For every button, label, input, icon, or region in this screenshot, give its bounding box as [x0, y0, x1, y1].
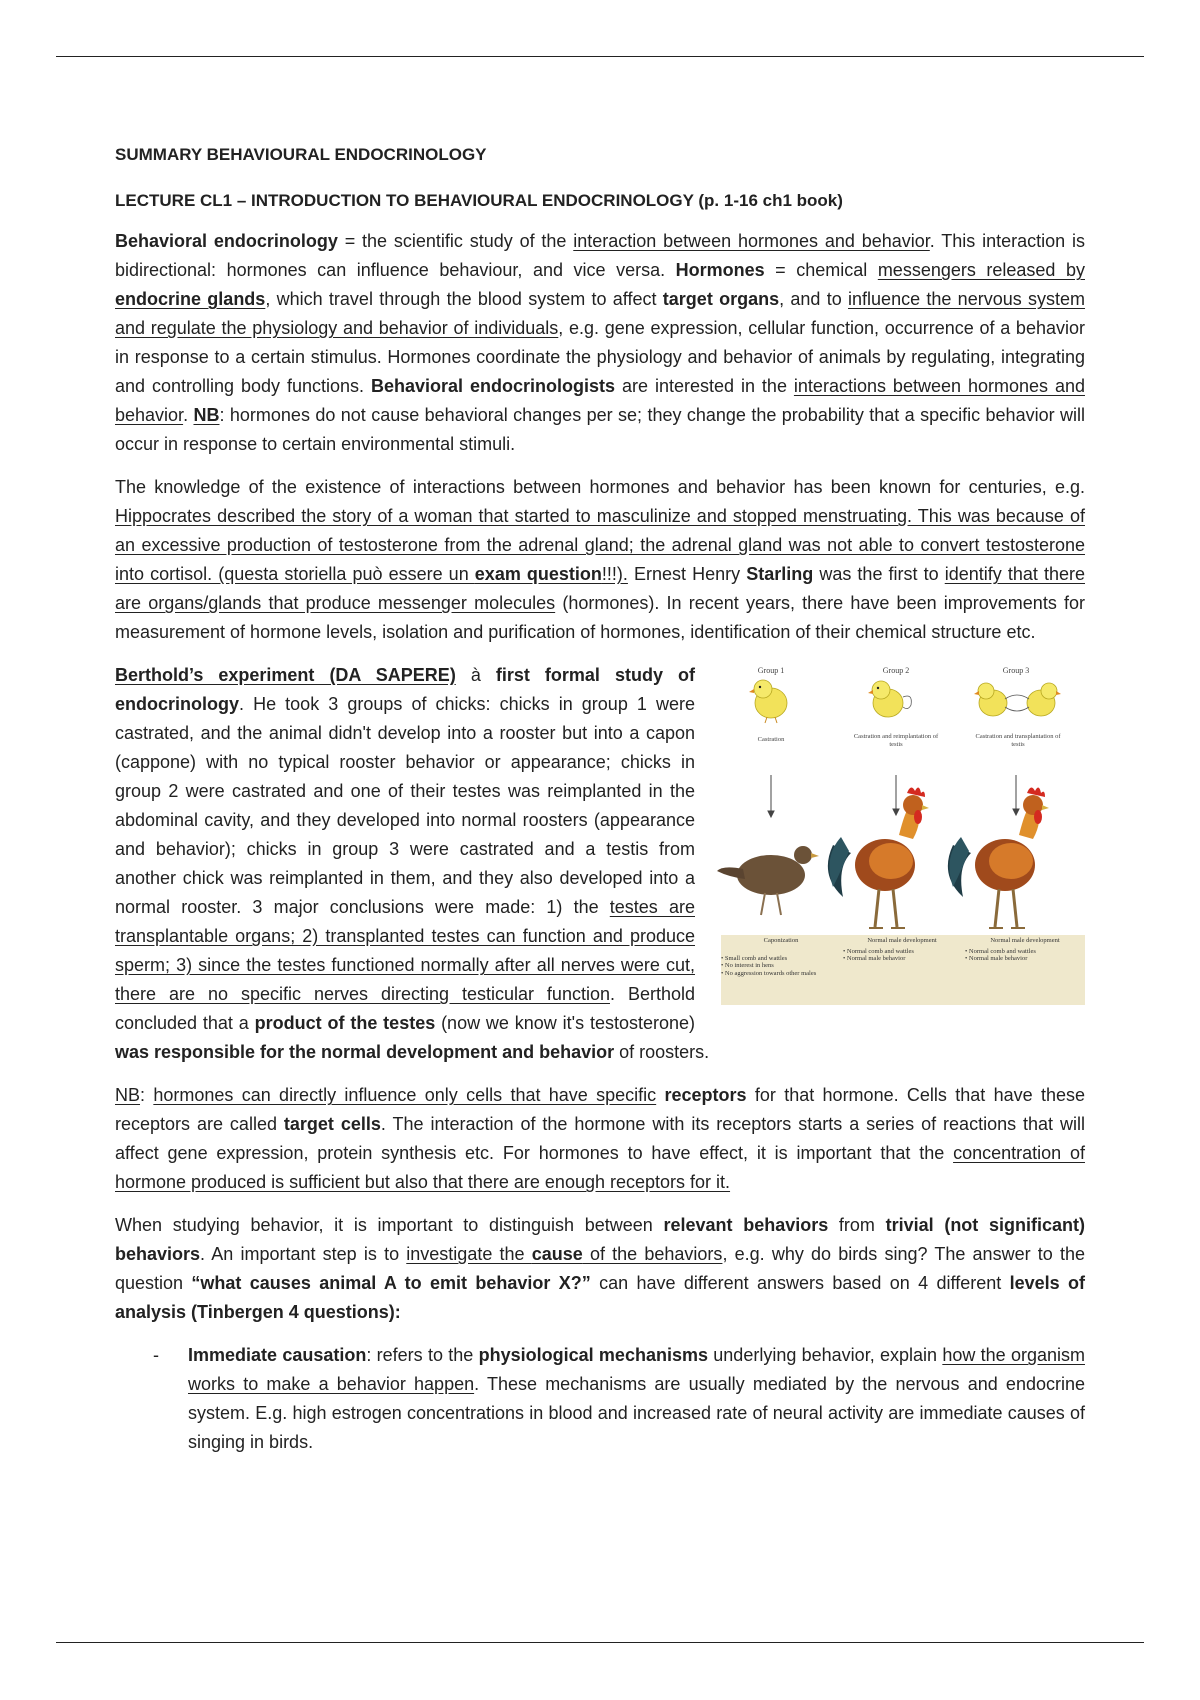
term-question: “what causes animal A to emit behavior X?” [191, 1273, 591, 1293]
underlined-span: testes are transplantable organs; 2) transplanted testes can function and produce sperm; 3) since the testes functioned normally after all nerves were cut, there are no specific nerves directing testicular function [115, 897, 695, 1004]
rooster-icon [828, 787, 929, 928]
term-first-formal-study: first formal study of endocrinology [115, 665, 695, 714]
underlined-span: how the organism works to make a behavior happen [188, 1345, 1085, 1394]
outcome-note: • Normal male behavior [965, 955, 1028, 962]
term-relevant-behaviors: relevant behaviors [663, 1215, 829, 1235]
document-page [115, 140, 1085, 1457]
term-exam-question: exam question [474, 564, 602, 584]
term-responsible-development: was responsible for the normal development and behavior [115, 1042, 615, 1062]
text-span: : [140, 1085, 154, 1105]
paragraph-levels [115, 1211, 1085, 1327]
underlined-span: identify that there are organs/glands that produce messenger molecules [115, 564, 1085, 613]
text-span: messengers released by [877, 260, 1085, 280]
term-target-cells: target cells [283, 1114, 381, 1134]
capon-icon [717, 846, 819, 915]
term-immediate-causation: Immediate causation [188, 1345, 367, 1365]
text-span: , which travel through the blood system to affect [265, 289, 663, 309]
nb-label: NB [193, 405, 220, 425]
outcome-note: • No interest in hens [721, 962, 774, 969]
underlined-span: hormones can directly influence only cells that have specific [153, 1085, 657, 1105]
text-span: . Berthold concluded that a [115, 984, 695, 1033]
outcome-label: Normal male development [867, 937, 937, 944]
text-span: (now we know it's testosterone) [435, 1013, 696, 1033]
text-span: . [183, 405, 194, 425]
text-span: of roosters. [614, 1042, 710, 1062]
text-span: !!!). [601, 564, 628, 584]
term-cause: cause [531, 1244, 583, 1264]
text-span: . An important step is to [200, 1244, 407, 1264]
procedure-label: Castration [757, 736, 785, 743]
outcome-note: • Normal comb and wattles [843, 947, 914, 955]
paragraph-history [115, 473, 1085, 647]
text-span: = the scientific study of the [337, 231, 574, 251]
chick-icon [974, 683, 1061, 716]
text-span: are interested in the [615, 376, 794, 396]
text-span: . This interaction is bidirectional: hormones can influence behaviour, and vice versa. [115, 231, 1085, 280]
text-span: . These mechanisms are usually mediated by the nervous and endocrine system. E.g. high estrogen concentrations in blood and increased rate of neural activity are immediate causes of singing in birds. [188, 1374, 1085, 1452]
outcome-label: Normal male development [990, 937, 1060, 944]
term-target-organs: target organs [662, 289, 780, 309]
text-span: from [828, 1215, 886, 1235]
text-span: : refers to the [366, 1345, 479, 1365]
group-label: Group 3 [1002, 666, 1030, 675]
text-span: Ernest Henry [627, 564, 747, 584]
term-endocrine-glands: endocrine glands [115, 289, 266, 309]
term-starling: Starling [746, 564, 814, 584]
text-span: for that hormone. Cells that have these receptors are called [115, 1085, 1085, 1134]
outcome-label: Caponization [763, 937, 799, 944]
text-span: The knowledge of the existence of interactions between hormones and behavior has been known for centuries, e.g. [115, 477, 1085, 497]
outcome-note: • Small comb and wattles [721, 954, 788, 962]
term-levels-of-analysis: levels of analysis (Tinbergen 4 questions): [115, 1273, 1085, 1322]
text-span: . The interaction of the hormone with its receptors starts a series of reactions that will affect gene expression, protein synthesis etc. For hormones to have effect, it is important that the [115, 1114, 1085, 1163]
outcome-note: • No aggression towards other males [721, 969, 817, 977]
list-item [188, 1341, 1085, 1457]
paragraph-definition [115, 227, 1085, 459]
underlined-span: concentration of hormone produced is sufficient but also that there are enough receptors for it. [115, 1143, 1085, 1192]
text-span: , e.g. why do birds sing? The answer to the question [115, 1244, 1085, 1293]
term-behavioral-endocrinologists: Behavioral endocrinologists [371, 376, 616, 396]
levels-list [115, 1341, 1085, 1457]
chick-icon [749, 680, 787, 723]
text-span: . He took 3 groups of chicks: chicks in group 1 were castrated, and the animal didn't develop into a rooster but into a capon (cappone) with no typical rooster behavior or appearance; chicks in group 2 were castrated and one of their testes was reimplanted in the abdominal cavity, and they developed into normal roosters (appearance and behavior); chicks in group 3 were castrated and a testis from another chick was reimplanted in them, and they also developed into a normal rooster. 3 major conclusions were made: 1) the [115, 694, 695, 917]
outcome-cell [721, 937, 841, 977]
lecture-heading: LECTURE CL1 – INTRODUCTION TO BEHAVIOURAL ENDOCRINOLOGY (p. 1-16 ch1 book) [115, 191, 843, 210]
term-hormones: Hormones [675, 260, 765, 280]
group-label: Group 2 [882, 666, 910, 675]
text-span: was the first to [813, 564, 945, 584]
text-span: underlying behavior, explain [707, 1345, 943, 1365]
text-span: : hormones do not cause behavioral changes per se; they change the probability that a specific behavior will occur in response to certain environmental stimuli. [115, 405, 1085, 454]
nb-label: NB [115, 1085, 141, 1105]
text-span [656, 1085, 664, 1105]
outcome-box [843, 937, 961, 1005]
text-span: , and to [779, 289, 849, 309]
term-receptors: receptors [664, 1085, 747, 1105]
paragraph-receptors [115, 1081, 1085, 1197]
text-span: of the behaviors [582, 1244, 723, 1264]
procedure-box [975, 733, 1061, 763]
outcome-box [721, 937, 841, 1005]
term-berthold-experiment: Berthold’s experiment (DA SAPERE) [115, 665, 456, 685]
text-span: When studying behavior, it is important to distinguish between [115, 1215, 664, 1235]
figure-svg [713, 665, 1085, 1005]
text-span: investigate the [406, 1244, 532, 1264]
chick-icon [868, 681, 911, 717]
document-title: SUMMARY BEHAVIOURAL ENDOCRINOLOGY [115, 145, 487, 164]
rooster-icon [948, 787, 1049, 928]
group-label: Group 1 [757, 666, 785, 675]
procedure-label: Castration and reimplantation of testis [853, 733, 939, 748]
procedure-label: Castration and transplantation of testis [975, 733, 1061, 748]
underlined-span: influence the nervous system and regulate the physiology and behavior of individuals [115, 289, 1086, 338]
arrow-icon [768, 775, 1019, 817]
text-span: can have different answers based on 4 different [590, 1273, 1010, 1293]
outcome-note: • Normal male behavior [843, 955, 906, 962]
term-trivial-behaviors: trivial (not significant) behaviors [115, 1215, 1085, 1264]
outcome-cell [965, 937, 1085, 963]
term-behavioral-endocrinology: Behavioral endocrinology [115, 231, 338, 251]
footer-rule [56, 1642, 1144, 1643]
text-span: , e.g. gene expression, cellular function, occurrence of a behavior in response to a certain stimulus. Hormones coordinate the physiology and behavior of animals by regulating, integrating and controlling body functions. [115, 318, 1085, 396]
procedure-box [853, 733, 939, 763]
outcome-box [965, 937, 1085, 1005]
outcome-note: • Normal comb and wattles [965, 947, 1036, 955]
outcome-cell [843, 937, 961, 963]
term-physiological-mechanisms: physiological mechanisms [478, 1345, 708, 1365]
term-product-of-testes: product of the testes [254, 1013, 436, 1033]
berthold-experiment-figure [713, 665, 1085, 1005]
header-rule [56, 56, 1144, 57]
text-span: Hippocrates described the story of a woman that started to masculinize and stopped menstruating. This was because of an excessive production of testosterone from the adrenal gland; the adrenal gland was not able to convert testosterone into cortisol. (questa storiella può essere un [115, 506, 1085, 584]
underlined-span: interaction between hormones and behavior [573, 231, 930, 251]
text-span: (hormones). In recent years, there have been improvements for measurement of hormone levels, isolation and purification of hormones, identification of their chemical structure etc. [115, 593, 1086, 642]
text-span: = chemical [764, 260, 878, 280]
underlined-span: interactions between hormones and behavior [115, 376, 1085, 425]
underlined-span [406, 1244, 722, 1264]
text-span: à [455, 665, 496, 685]
